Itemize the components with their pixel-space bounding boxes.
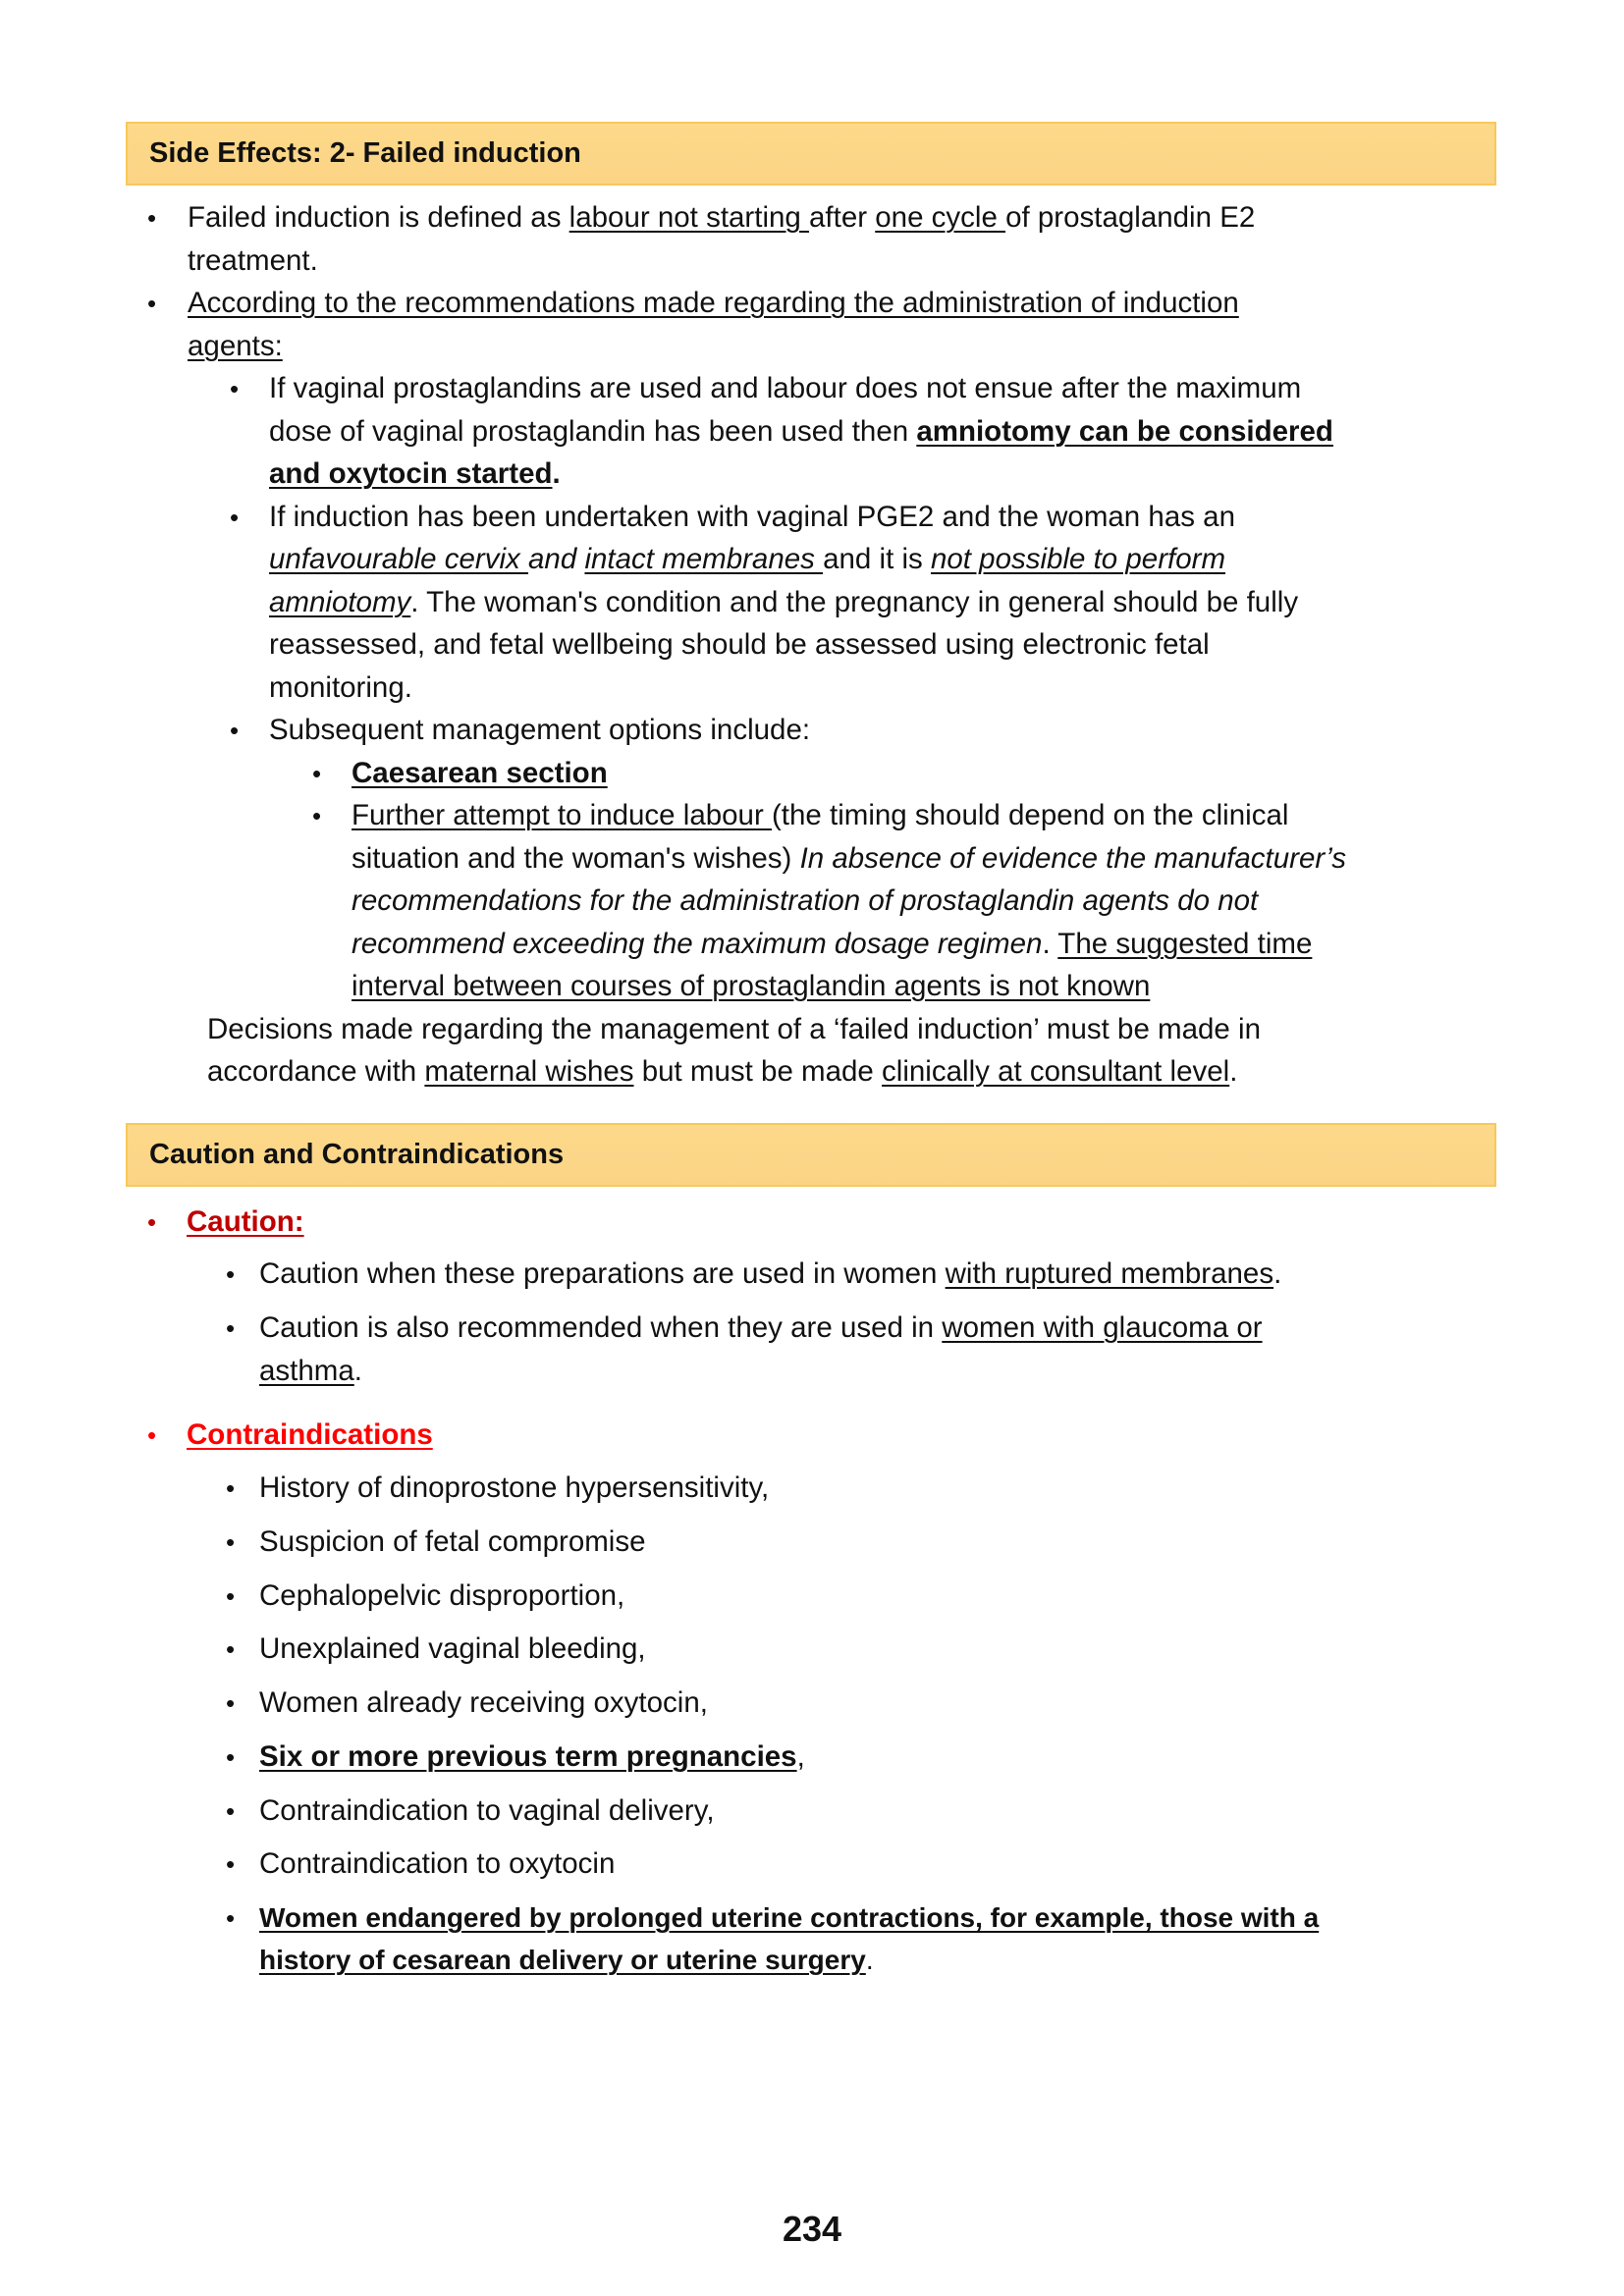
paragraph-line: amniotomy. The woman's condition and the pregnancy in general should be fully bbox=[269, 586, 1299, 618]
caution-label: Caution: bbox=[187, 1205, 304, 1238]
contraindications-label: Contraindications bbox=[187, 1418, 433, 1451]
list-item: Caution when these preparations are used in women with ruptured membranes. bbox=[259, 1257, 1282, 1290]
paragraph-line: and oxytocin started. bbox=[269, 457, 561, 490]
list-item: Unexplained vaginal bleeding, bbox=[259, 1632, 646, 1665]
list-item: Women already receiving oxytocin, bbox=[259, 1686, 708, 1719]
list-item: History of dinoprostone hypersensitivity, bbox=[259, 1471, 770, 1504]
list-item: Suspicion of fetal compromise bbox=[259, 1525, 646, 1558]
bullet-icon: • bbox=[230, 503, 240, 532]
paragraph-line: interval between courses of prostaglandin agents is not known bbox=[352, 970, 1151, 1002]
bullet-icon: • bbox=[226, 1473, 236, 1503]
bullet-icon: • bbox=[226, 1796, 236, 1826]
paragraph-line: recommendations for the administration of prostaglandin agents do not bbox=[352, 884, 1259, 917]
page-number: 234 bbox=[782, 2209, 842, 2249]
list-item: Cephalopelvic disproportion, bbox=[259, 1579, 625, 1612]
paragraph-line: Subsequent management options include: bbox=[269, 714, 811, 746]
paragraph-line: agents: bbox=[188, 330, 283, 362]
paragraph-line: unfavourable cervix and intact membranes and it is not possible to perform bbox=[269, 543, 1226, 575]
list-item: Caution is also recommended when they are used in women with glaucoma or bbox=[259, 1311, 1263, 1344]
bullet-icon: • bbox=[226, 1581, 236, 1611]
paragraph-line: monitoring. bbox=[269, 671, 412, 704]
paragraph-line: reassessed, and fetal wellbeing should be assessed using electronic fetal bbox=[269, 628, 1210, 661]
list-item: Contraindication to oxytocin bbox=[259, 1847, 616, 1880]
bullet-icon: • bbox=[226, 1688, 236, 1718]
bullet-icon: • bbox=[147, 203, 157, 233]
section-header-failed-induction bbox=[126, 122, 1496, 186]
paragraph-line: Failed induction is defined as labour not starting after one cycle of prostaglandin E2 bbox=[188, 201, 1256, 234]
paragraph-line: If induction has been undertaken with vaginal PGE2 and the woman has an bbox=[269, 501, 1235, 533]
paragraph-line: treatment. bbox=[188, 244, 318, 277]
paragraph-line: situation and the woman's wishes) In absence of evidence the manufacturer’s bbox=[352, 842, 1347, 875]
underlined-phrase: labour not starting bbox=[568, 201, 810, 234]
list-item: history of cesarean delivery or uterine surgery. bbox=[259, 1945, 874, 1975]
underlined-phrase: one cycle bbox=[875, 201, 1006, 234]
bullet-icon: • bbox=[312, 759, 322, 788]
paragraph-line: Caesarean section bbox=[352, 757, 608, 789]
list-item: Contraindication to vaginal delivery, bbox=[259, 1794, 715, 1827]
bullet-icon: • bbox=[312, 801, 322, 830]
paragraph-line: According to the recommendations made regarding the administration of induction bbox=[188, 287, 1239, 319]
bullet-icon: • bbox=[147, 289, 157, 318]
bullet-icon: • bbox=[226, 1259, 236, 1289]
paragraph-line: recommend exceeding the maximum dosage regimen. The suggested time bbox=[352, 928, 1313, 960]
list-item: asthma. bbox=[259, 1355, 362, 1387]
bullet-icon: • bbox=[226, 1849, 236, 1879]
paragraph-line: If vaginal prostaglandins are used and labour does not ensue after the maximum bbox=[269, 372, 1302, 404]
list-item: Women endangered by prolonged uterine contractions, for example, those with a bbox=[259, 1902, 1320, 1933]
bullet-icon: • bbox=[147, 1207, 157, 1237]
paragraph-line: Decisions made regarding the management of a ‘failed induction’ must be made in bbox=[207, 1013, 1261, 1045]
bullet-icon: • bbox=[226, 1903, 236, 1933]
bullet-icon: • bbox=[230, 374, 240, 403]
section-title: Side Effects: 2- Failed induction bbox=[149, 137, 581, 169]
bullet-icon: • bbox=[226, 1527, 236, 1557]
section-header-caution bbox=[126, 1123, 1496, 1187]
paragraph-line: accordance with maternal wishes but must be made clinically at consultant level. bbox=[207, 1055, 1238, 1088]
bullet-icon: • bbox=[230, 716, 240, 745]
paragraph-line: dose of vaginal prostaglandin has been used then amniotomy can be considered bbox=[269, 415, 1333, 448]
bullet-icon: • bbox=[226, 1634, 236, 1664]
paragraph-line: Further attempt to induce labour (the timing should depend on the clinical bbox=[352, 799, 1289, 831]
bullet-icon: • bbox=[226, 1742, 236, 1772]
emphasis-phrase: amniotomy can be considered bbox=[916, 415, 1333, 448]
section-title: Caution and Contraindications bbox=[149, 1139, 565, 1170]
list-item: Six or more previous term pregnancies, bbox=[259, 1740, 805, 1773]
bullet-icon: • bbox=[226, 1313, 236, 1343]
bullet-icon: • bbox=[147, 1420, 157, 1450]
